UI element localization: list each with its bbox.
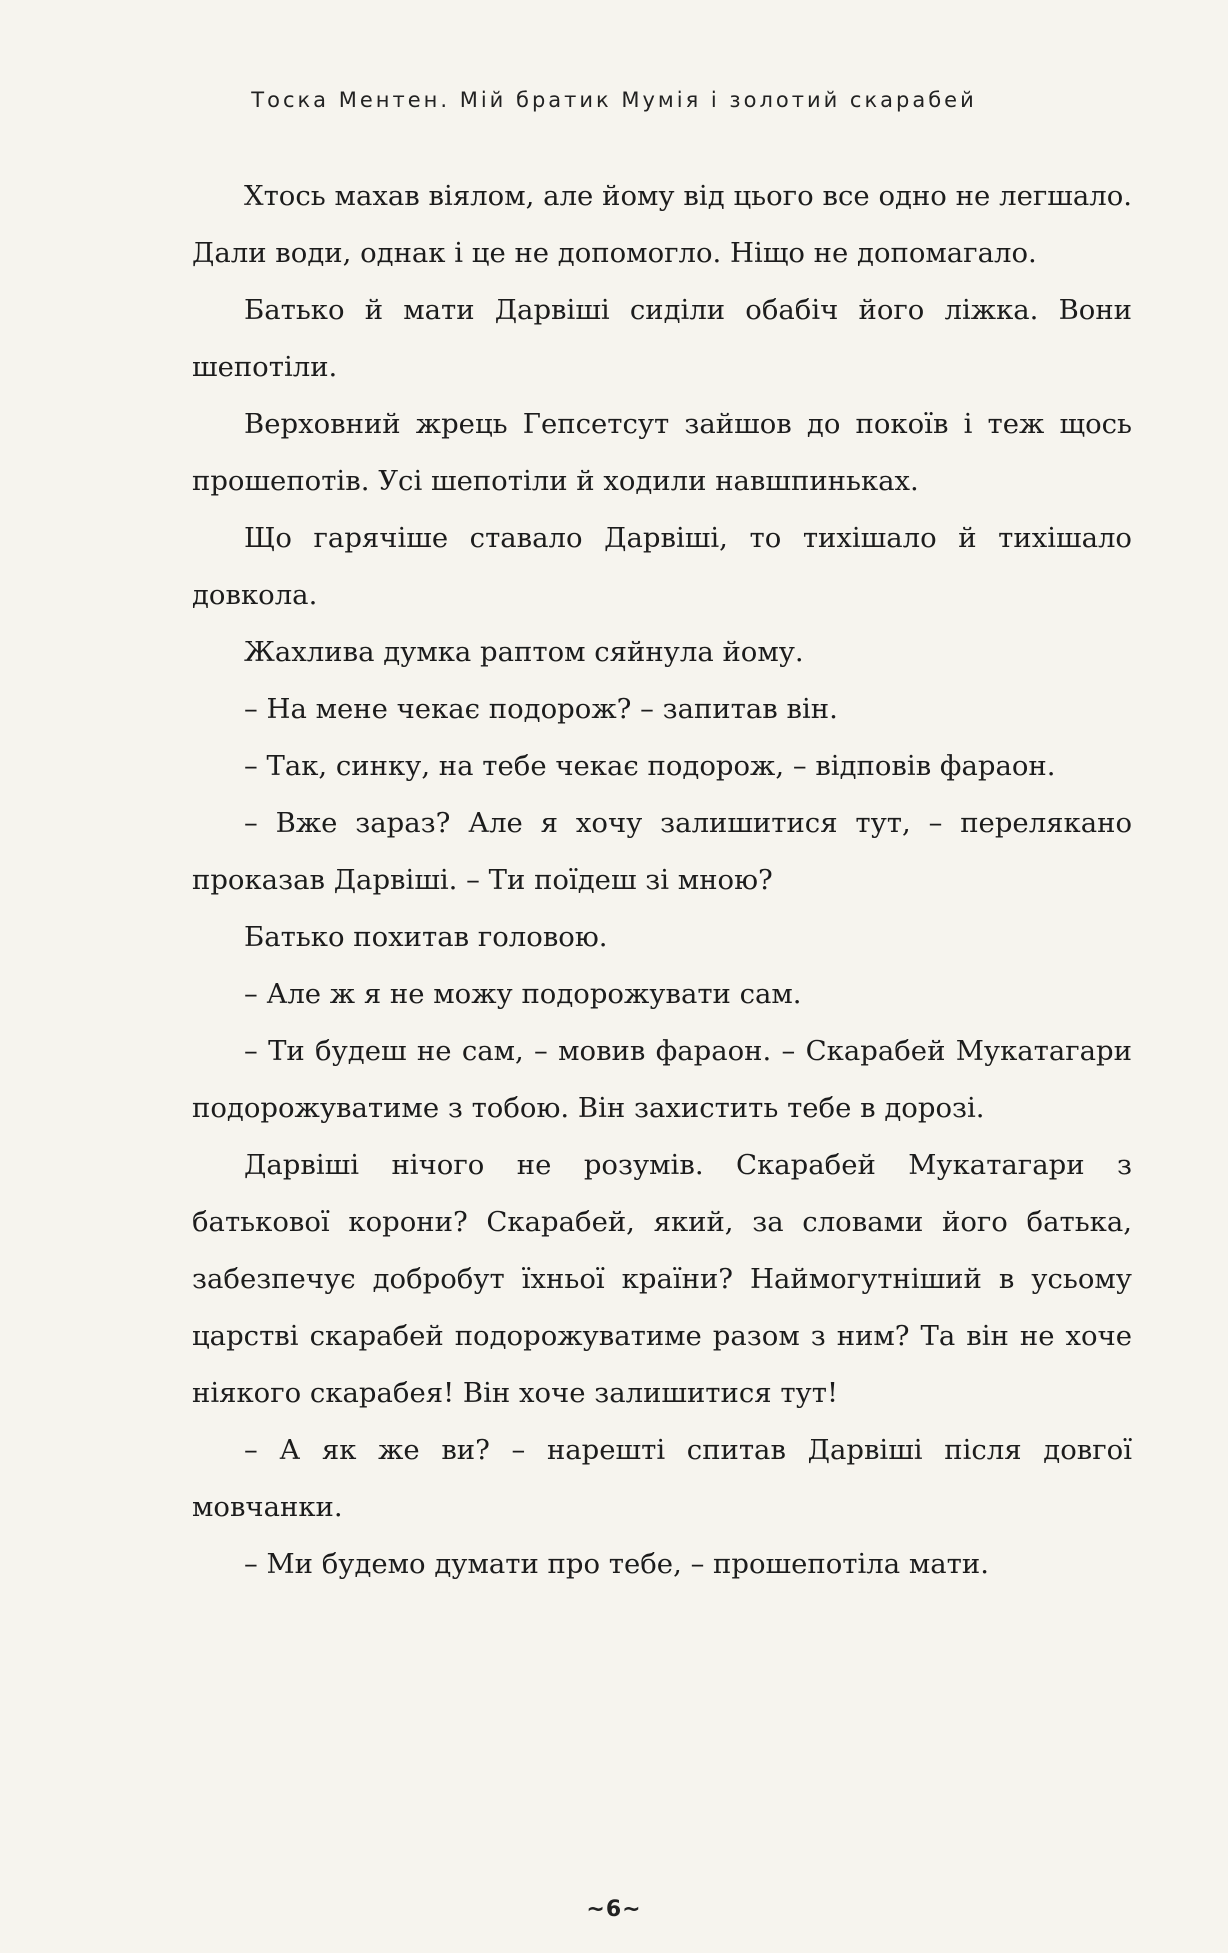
- paragraph: Батько й мати Дарвіші сиділи обабіч його ліжка. Вони шепотіли.: [192, 294, 1132, 383]
- dialogue-line: – Але ж я не можу подорожувати сам.: [244, 978, 802, 1010]
- paragraph: Хтось махав віялом, але йому від цього все одно не легшало. Дали води, однак і це не допомогло. Ніщо не допомагало.: [192, 180, 1132, 269]
- paragraph: Дарвіші нічого не розумів. Скарабей Мукатагари з батькової корони? Скарабей, який, за словами його батька, забезпечує добробут їхньої країни? Наймогутніший в усьому царстві скарабей подорожуватиме разом з ним? Та він не хоче ніякого скарабея! Він хоче залишитися тут!: [192, 1149, 1132, 1409]
- paragraph: Верховний жрець Гепсетсут зайшов до покоїв і теж щось прошепотів. Усі шепотіли й ходили навшпиньках.: [192, 408, 1132, 497]
- dialogue-line: – Ми будемо думати про тебе, – прошепотіла мати.: [244, 1548, 989, 1580]
- body-text: [192, 168, 1132, 1593]
- paragraph: Батько похитав головою.: [244, 921, 608, 953]
- running-title: Тоска Ментен. Мій братик Мумія і золотий скарабей: [251, 88, 977, 112]
- dialogue-line: – А як же ви? – нарешті спитав Дарвіші після довгої мовчанки.: [192, 1434, 1132, 1523]
- dialogue-line: – Ти будеш не сам, – мовив фараон. – Скарабей Мукатагари подорожуватиме з тобою. Він захистить тебе в дорозі.: [192, 1035, 1132, 1124]
- dialogue-line: – На мене чекає подорож? – запитав він.: [244, 693, 838, 725]
- paragraph: Що гарячіше ставало Дарвіші, то тихішало й тихішало довкола.: [192, 522, 1132, 611]
- paragraph: Жахлива думка раптом сяйнула йому.: [244, 636, 804, 668]
- dialogue-line: – Вже зараз? Але я хочу залишитися тут, – переляканo проказав Дарвіші. – Ти поїдеш зі мною?: [192, 807, 1132, 896]
- page-number: ~6~: [586, 1897, 642, 1922]
- dialogue-line: – Так, синку, на тебе чекає подорож, – відповів фараон.: [244, 750, 1056, 782]
